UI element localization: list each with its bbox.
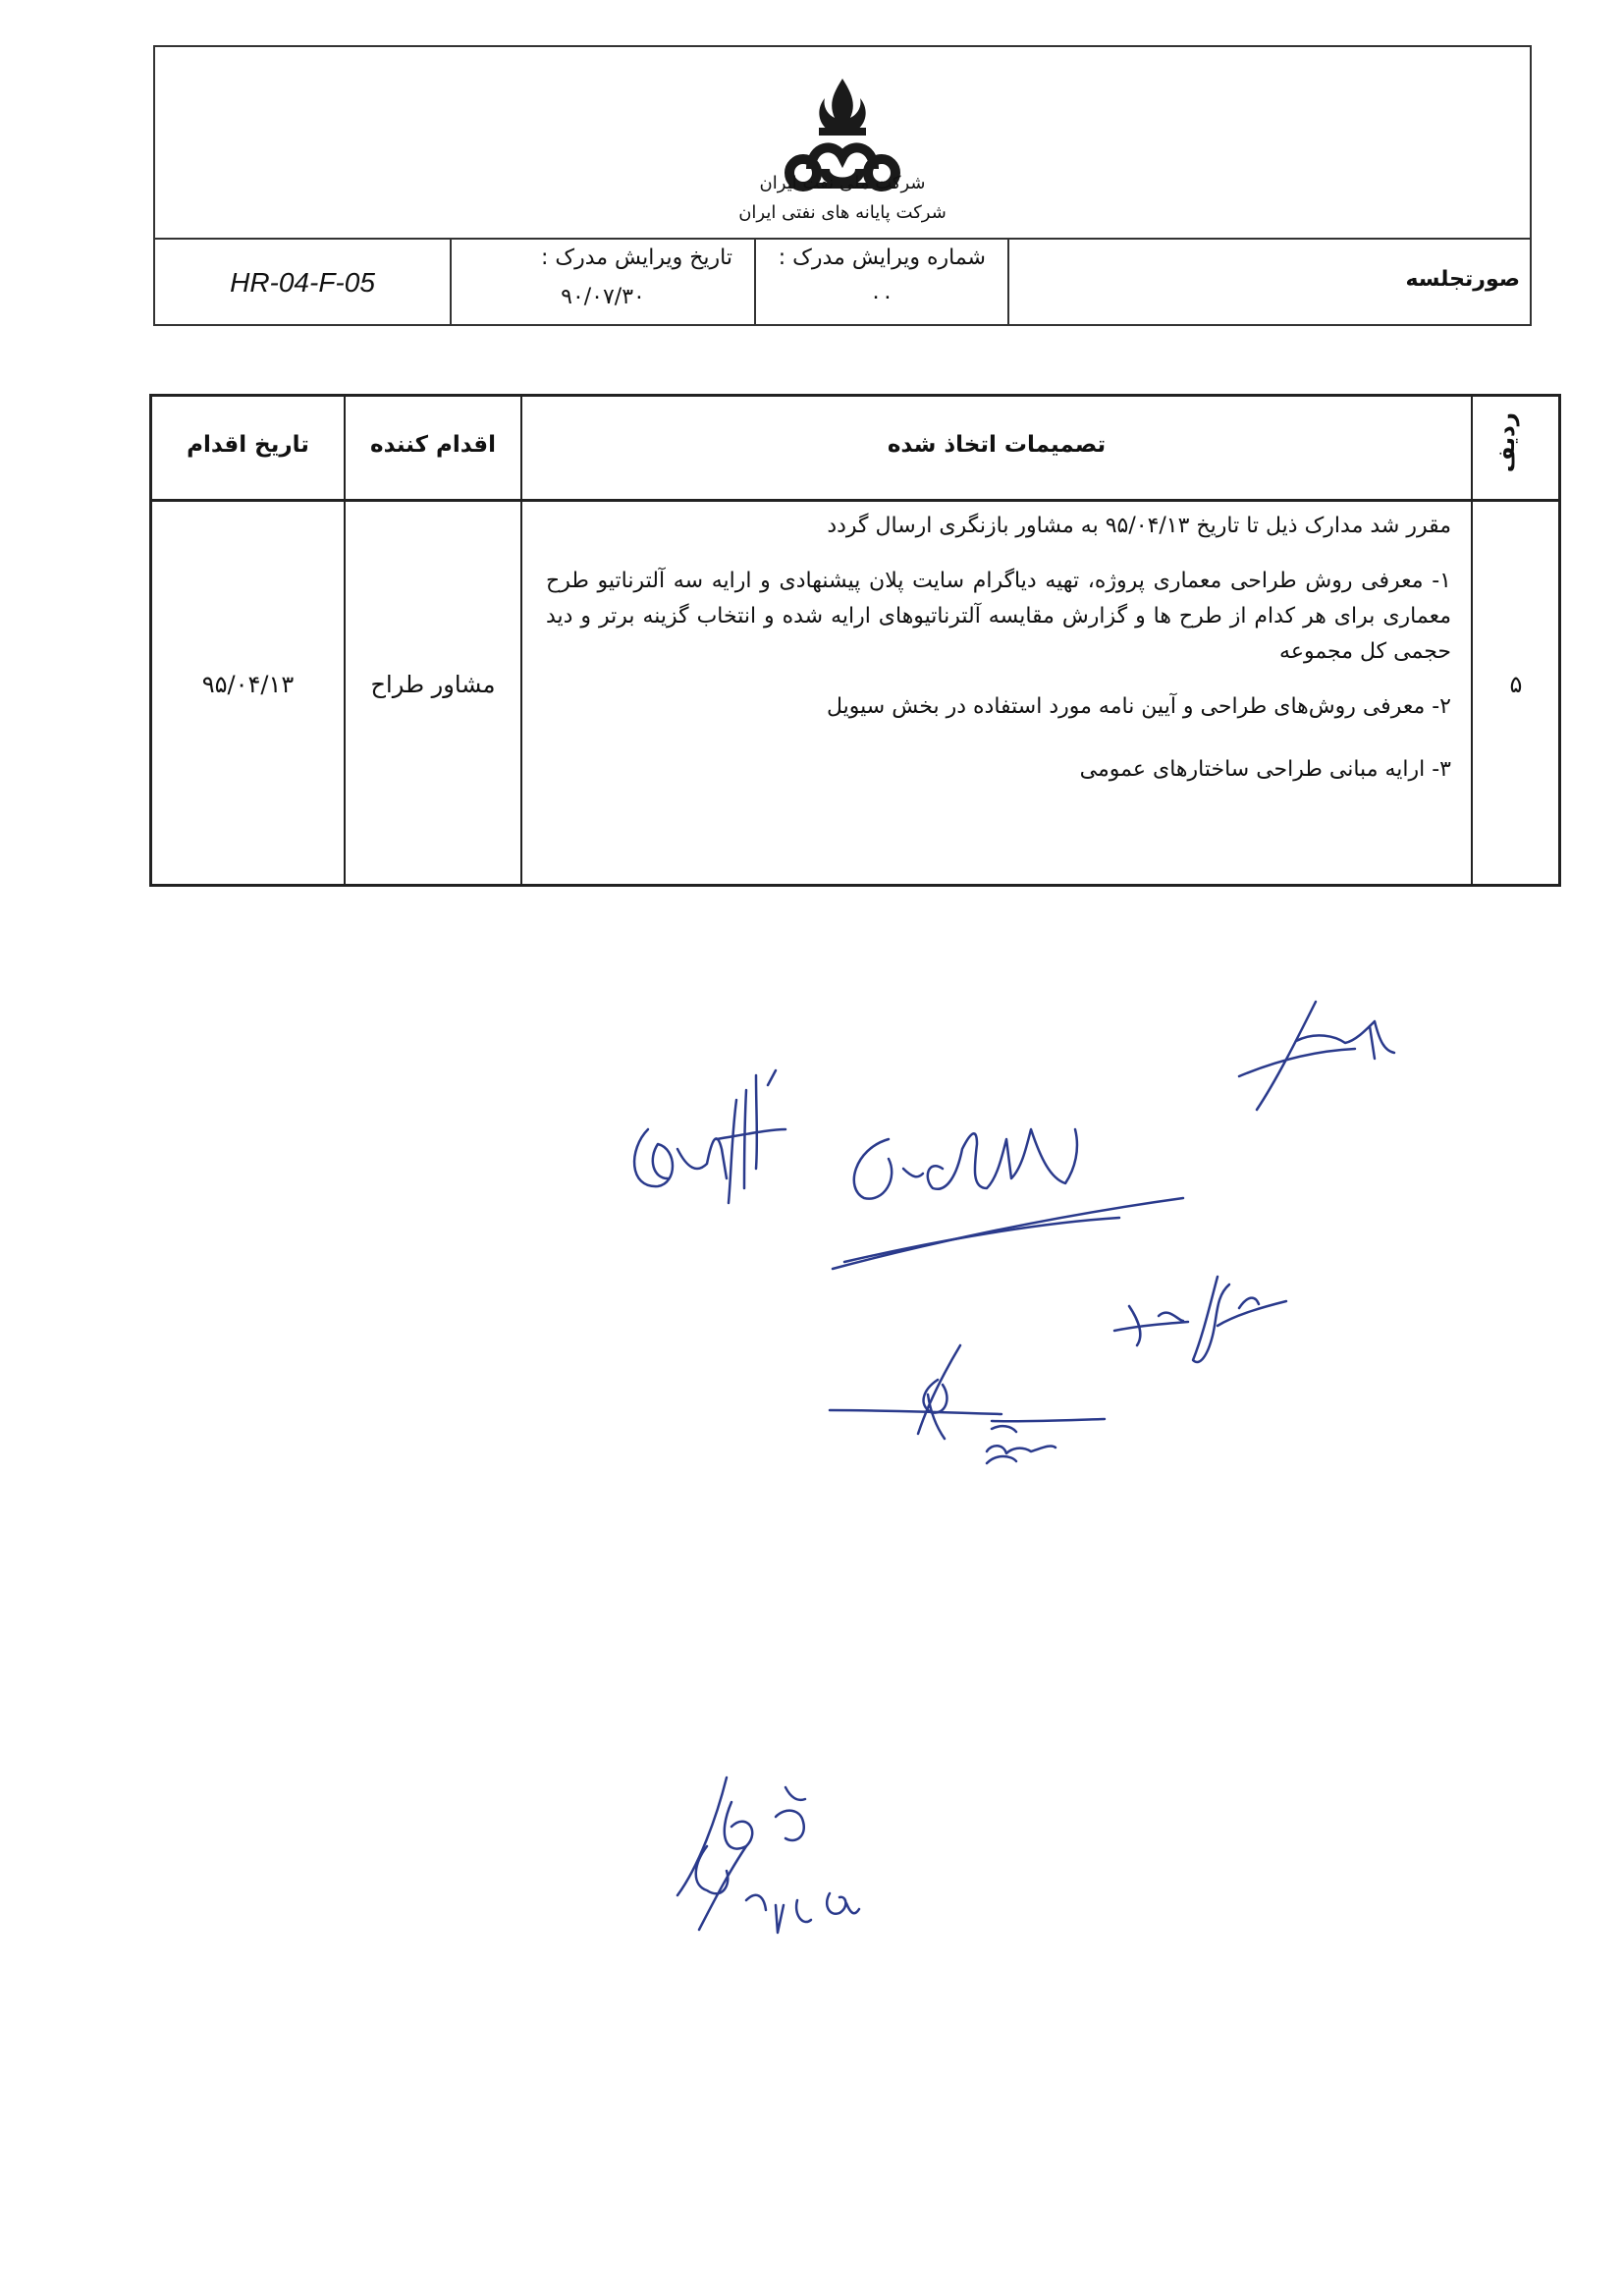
- header-action-date-cell: [152, 397, 346, 499]
- decisions-cell: [522, 499, 1473, 884]
- revision-date-label: تاریخ ویرایش مدرک :: [541, 246, 732, 270]
- row-no: ۵: [1509, 671, 1523, 698]
- decision-item-3: ۳- ارایه مبانی طراحی ساختارهای عمومی: [1079, 757, 1451, 782]
- decision-intro: مقرر شد مدارک ذیل تا تاریخ ۹۵/۰۴/۱۳ به مشاور بازنگری ارسال گردد: [827, 514, 1451, 538]
- responsible: مشاور طراح: [370, 671, 496, 698]
- header-row-no-cell: [1473, 397, 1559, 499]
- doc-code: HR-04-F-05: [230, 267, 375, 298]
- document-header: [153, 45, 1532, 326]
- action-date: ۹۵/۰۴/۱۳: [201, 671, 295, 698]
- header-decisions: تصمیمات اتخاذ شده: [887, 432, 1107, 458]
- header-action-date: تاریخ اقدام: [187, 432, 309, 458]
- header-info-row: [155, 238, 1530, 326]
- revision-date-value: ۹۰/۰۷/۳۰: [561, 285, 645, 309]
- signature-6: [677, 1777, 859, 1933]
- decision-item-2: ۲- معرفی روش‌های طراحی و آیین نامه مورد استفاده در بخش سیویل: [827, 694, 1451, 719]
- nioc-logo-icon: [774, 71, 911, 218]
- header-responsible: اقدام کننده: [370, 432, 496, 458]
- table-row: [152, 499, 1558, 884]
- signature-1: [1239, 1002, 1394, 1110]
- signature-4: [1114, 1277, 1286, 1362]
- revision-date-cell: [452, 238, 756, 326]
- decision-item-1: ۱- معرفی روش طراحی معماری پروژه، تهیه دیاگرام سایت پلان پیشنهادی و ارایه سه آلترناتیو طرح معماری برای هر کدام از طرح ها و گزارش مقایسه آلترناتیوهای ارایه شده و انتخاب گزینه برتر و دید حجمی کل مجموعه: [546, 569, 1451, 664]
- row-no-cell: [1473, 499, 1559, 884]
- doc-code-cell: [155, 238, 452, 326]
- revision-number-value: ۰۰: [870, 285, 893, 309]
- doc-title-cell: [1009, 238, 1530, 326]
- company-subsidiary: شرکت پایانه های نفتی ایران: [738, 202, 947, 223]
- signature-5: [830, 1345, 1105, 1463]
- doc-title: صورتجلسه: [1405, 267, 1520, 292]
- company-name: شرکت ملی نفت ایران: [759, 173, 926, 193]
- revision-number-label: شماره ویرایش مدرک :: [778, 246, 986, 270]
- signature-3: [833, 1129, 1183, 1269]
- responsible-cell: [346, 499, 522, 884]
- header-logo-area: [155, 47, 1530, 240]
- header-decisions-cell: [522, 397, 1473, 499]
- decisions-table: [149, 394, 1561, 887]
- action-date-cell: [152, 499, 346, 884]
- header-row-no: ردیف: [1494, 412, 1520, 473]
- signature-2: [634, 1070, 785, 1203]
- table-header-row: [152, 397, 1558, 502]
- revision-number-cell: [756, 238, 1009, 326]
- header-responsible-cell: [346, 397, 522, 499]
